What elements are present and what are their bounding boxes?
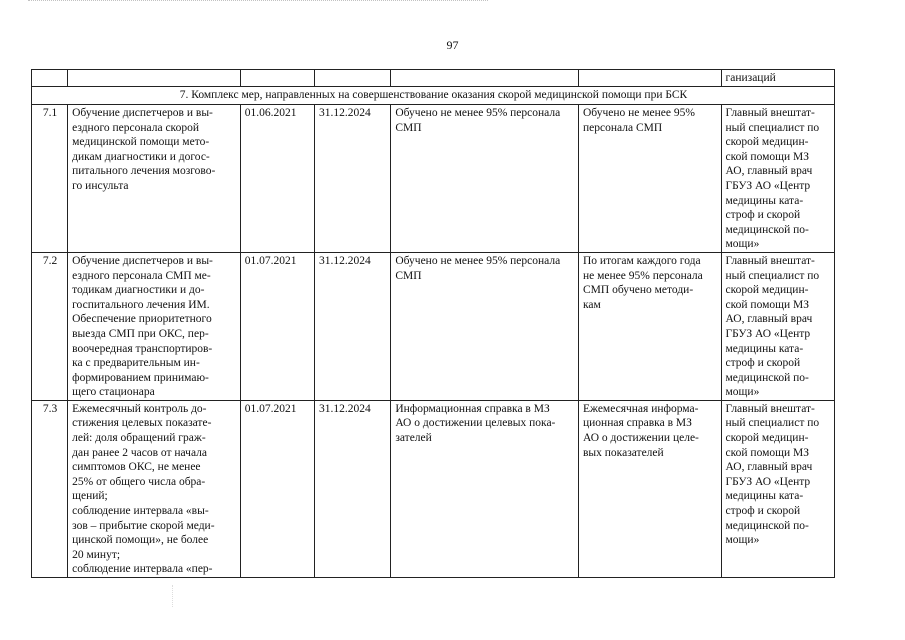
indicator-cell: По итогам каждого года не менее 95% персонала СМП обучено методи- кам (579, 252, 722, 400)
activity-plan-table (31, 69, 835, 578)
result-cell: Обучено не менее 95% персонала СМП (391, 105, 579, 253)
result-cell: Обучено не менее 95% персонала СМП (391, 252, 579, 400)
responsible-cell: Главный внештат- ный специалист по скорой медицин- ской помощи МЗ АО, главный врач ГБУЗ АО «Центр медицины ката- строф и скорой медицинской по- мощи» (721, 105, 834, 253)
start-date-cell: 01.07.2021 (240, 252, 314, 400)
end-date-cell: 31.12.2024 (315, 252, 391, 400)
end-date-cell: 31.12.2024 (315, 105, 391, 253)
cell-empty (32, 70, 68, 87)
result-cell: Информационная справка в МЗ АО о достижении целевых пока- зателей (391, 400, 579, 577)
scan-artifact (172, 585, 189, 607)
row-number: 7.1 (32, 105, 68, 253)
cell-empty (579, 70, 722, 87)
cell-empty (68, 70, 241, 87)
indicator-cell: Обучено не менее 95% персонала СМП (579, 105, 722, 253)
table-row (32, 252, 835, 400)
continuation-row (32, 70, 835, 87)
cell-empty (391, 70, 579, 87)
section-title: 7. Комплекс мер, направленных на совершенствование оказания скорой медицинской помощи при БСК (32, 87, 835, 105)
responsible-cell: Главный внештат- ный специалист по скорой медицин- ской помощи МЗ АО, главный врач ГБУЗ АО «Центр медицины ката- строф и скорой медицинской по- мощи» (721, 252, 834, 400)
start-date-cell: 01.07.2021 (240, 400, 314, 577)
measure-cell: Обучение диспетчеров и вы- ездного персонала скорой медицинской помощи мето- дикам диагностики и догос- питального лечения мозгово- го инсульта (68, 105, 241, 253)
measure-cell: Обучение диспетчеров и вы- ездного персонала СМП ме- тодикам диагностики и до- госпитального лечения ИМ. Обеспечение приоритетного выезда СМП при ОКС, пер- воочередная транспортиров- ка с предварительным ин- формированием принимаю- щего стационара (68, 252, 241, 400)
measure-cell: Ежемесячный контроль до- стижения целевых показате- лей: доля обращений граж- дан ранее 2 часов от начала симптомов ОКС, не менее 25% от общего числа обра- щений; соблюдение интервала «вы- зов – прибытие скорой меди- цинской помощи», не более 20 минут; соблюдение интервала «пер- (68, 400, 241, 577)
scan-artifact (28, 0, 488, 5)
row-number: 7.2 (32, 252, 68, 400)
cell-empty (240, 70, 314, 87)
row-number: 7.3 (32, 400, 68, 577)
end-date-cell: 31.12.2024 (315, 400, 391, 577)
indicator-cell: Ежемесячная информа- ционная справка в МЗ АО о достижении целе- вых показателей (579, 400, 722, 577)
responsible-cell: Главный внештат- ный специалист по скорой медицин- ской помощи МЗ АО, главный врач ГБУЗ АО «Центр медицины ката- строф и скорой медицинской по- мощи» (721, 400, 834, 577)
page-number: 97 (446, 38, 459, 52)
cell-empty (315, 70, 391, 87)
table-row (32, 400, 835, 577)
start-date-cell: 01.06.2021 (240, 105, 314, 253)
table-row (32, 105, 835, 253)
section-row (32, 87, 835, 105)
responsible-cell: ганизаций (721, 70, 834, 87)
